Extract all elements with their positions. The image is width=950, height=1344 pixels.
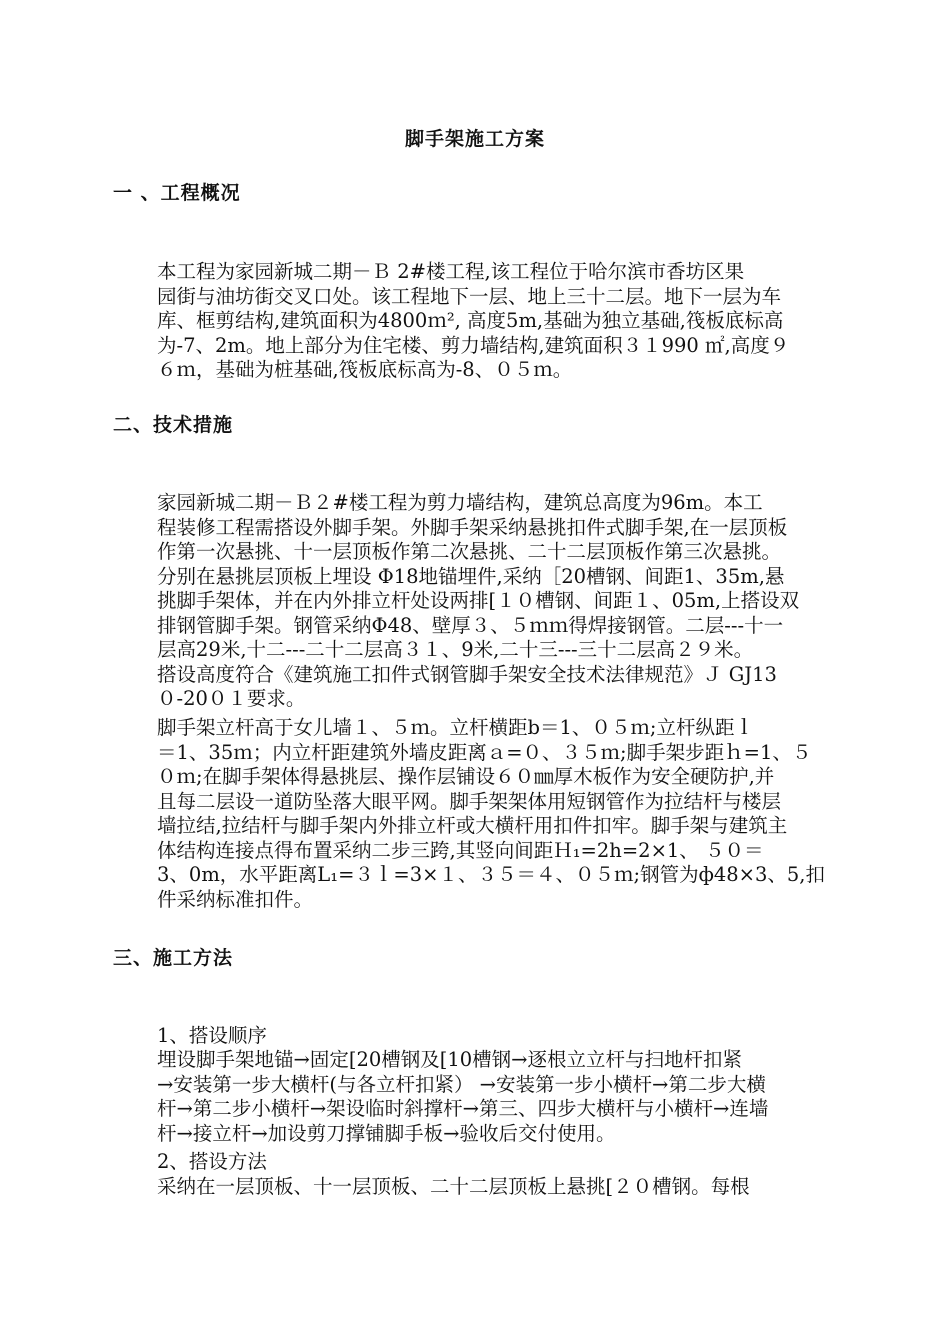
text-line: ６ｍ，基础为桩基础,筏板底标高为-8、０５ｍ。 (157, 358, 573, 381)
paragraph-technical-1 (113, 491, 839, 712)
text-line: 库、框剪结构,建筑面积为4800ｍ², 高度5m,基础为独立基础,筏板底标高 (157, 309, 784, 332)
text-line: 墙拉结,拉结杆与脚手架内外排立杆或大横杆用扣件扣牢。脚手架与建筑主 (157, 814, 788, 837)
text-line: 园街与油坊街交叉口处。该工程地下一层、地上三十二层。地下一层为车 (157, 284, 782, 308)
text-line: 排钢管脚手架。钢管采纳Φ48、壁厚３、５ｍｍ得焊接钢管。二层---十一 (157, 613, 784, 637)
text-line: 程装修工程需搭设外脚手架。外脚手架采纳悬挑扣件式脚手架,在一层顶板 (157, 515, 788, 539)
paragraph-erection-sequence (113, 1048, 839, 1146)
text-line: 杆→接立杆→加设剪刀撑铺脚手板→验收后交付使用。 (157, 1121, 616, 1145)
section-heading-technical-measures: 二、技术措施 (113, 414, 234, 436)
subheading-erection-sequence (113, 1024, 839, 1049)
text-line: →安装第一步大横杆(与各立杆扣紧） →安装第一步小横杆→第二步大横 (157, 1072, 766, 1096)
text-line: 体结构连接点得布置采纳二步三跨,其竖向间距Ｈ₁=2h=2×1、 ５０＝ (157, 838, 764, 862)
text-line: 件采纳标准扣件。 (157, 887, 314, 911)
text-line: 分别在悬挑层顶板上埋设 Φ18地锚埋件,采纳［20槽钢、间距1、35m,悬 (157, 564, 785, 588)
paragraph-technical-2 (113, 716, 839, 912)
section-heading-overview: 一 、工程概况 (113, 182, 241, 204)
document-title: 脚手架施工方案 (404, 128, 545, 150)
text-line: 1、搭设顺序 (157, 1024, 267, 1047)
text-line: 3、0m，水平距离L₁=３ｌ=3×１、３５＝４、０５ｍ;钢管为ф48×3、5,扣 (157, 863, 825, 886)
text-line: 作第一次悬挑、十一层顶板作第二次悬挑、二十二层顶板作第三次悬挑。 (157, 540, 782, 563)
text-line: 搭设高度符合《建筑施工扣件式钢管脚手架安全技术法律规范》Ｊ GJ13 (157, 662, 777, 686)
text-line: ＝1、35ｍ；内立杆距建筑外墙皮距离ａ=０、３５ｍ;脚手架步距ｈ=1、５ (157, 740, 812, 764)
text-line: 为-7、2m。地上部分为住宅楼、剪力墙结构,建筑面积３１990 ㎡,高度９ (157, 333, 790, 357)
paragraph-erection-method (113, 1175, 839, 1200)
text-line: 层高29米,十二---二十二层高３１、9米,二十三---三十二层高２９米。 (157, 638, 754, 661)
text-line: 采纳在一层顶板、十一层顶板、二十二层顶板上悬挑[２０槽钢。每根 (157, 1175, 750, 1198)
section-heading-construction-method: 三、施工方法 (113, 947, 234, 969)
text-line: 脚手架立杆高于女儿墙１、５ｍ。立杆横距b＝1、０５ｍ;立杆纵距ｌ (157, 716, 754, 739)
text-line: ０-20０１要求。 (157, 687, 306, 710)
text-line: 2、搭设方法 (157, 1150, 267, 1173)
text-line: 挑脚手架体，并在内外排立杆处设两排[１０槽钢、间距１、05m,上搭设双 (157, 589, 800, 612)
text-line: 埋设脚手架地锚→固定[20槽钢及[10槽钢→逐根立立杆与扫地杆扣紧 (157, 1048, 743, 1071)
text-line: 杆→第二步小横杆→架设临时斜撑杆→第三、四步大横杆与小横杆→连墙 (157, 1097, 769, 1120)
text-line: 家园新城二期－Ｂ２#楼工程为剪力墙结构，建筑总高度为96m。本工 (157, 491, 763, 514)
text-line: ０ｍ;在脚手架体得悬挑层、操作层铺设６０㎜厚木板作为安全硬防护,并 (157, 765, 775, 788)
text-line: 本工程为家园新城二期－Ｂ 2#楼工程,该工程位于哈尔滨市香坊区果 (157, 260, 745, 283)
text-line: 且每二层设一道防坠落大眼平网。脚手架架体用短钢管作为拉结杆与楼层 (157, 789, 782, 813)
paragraph-overview (113, 260, 839, 383)
subheading-erection-method (113, 1150, 839, 1175)
